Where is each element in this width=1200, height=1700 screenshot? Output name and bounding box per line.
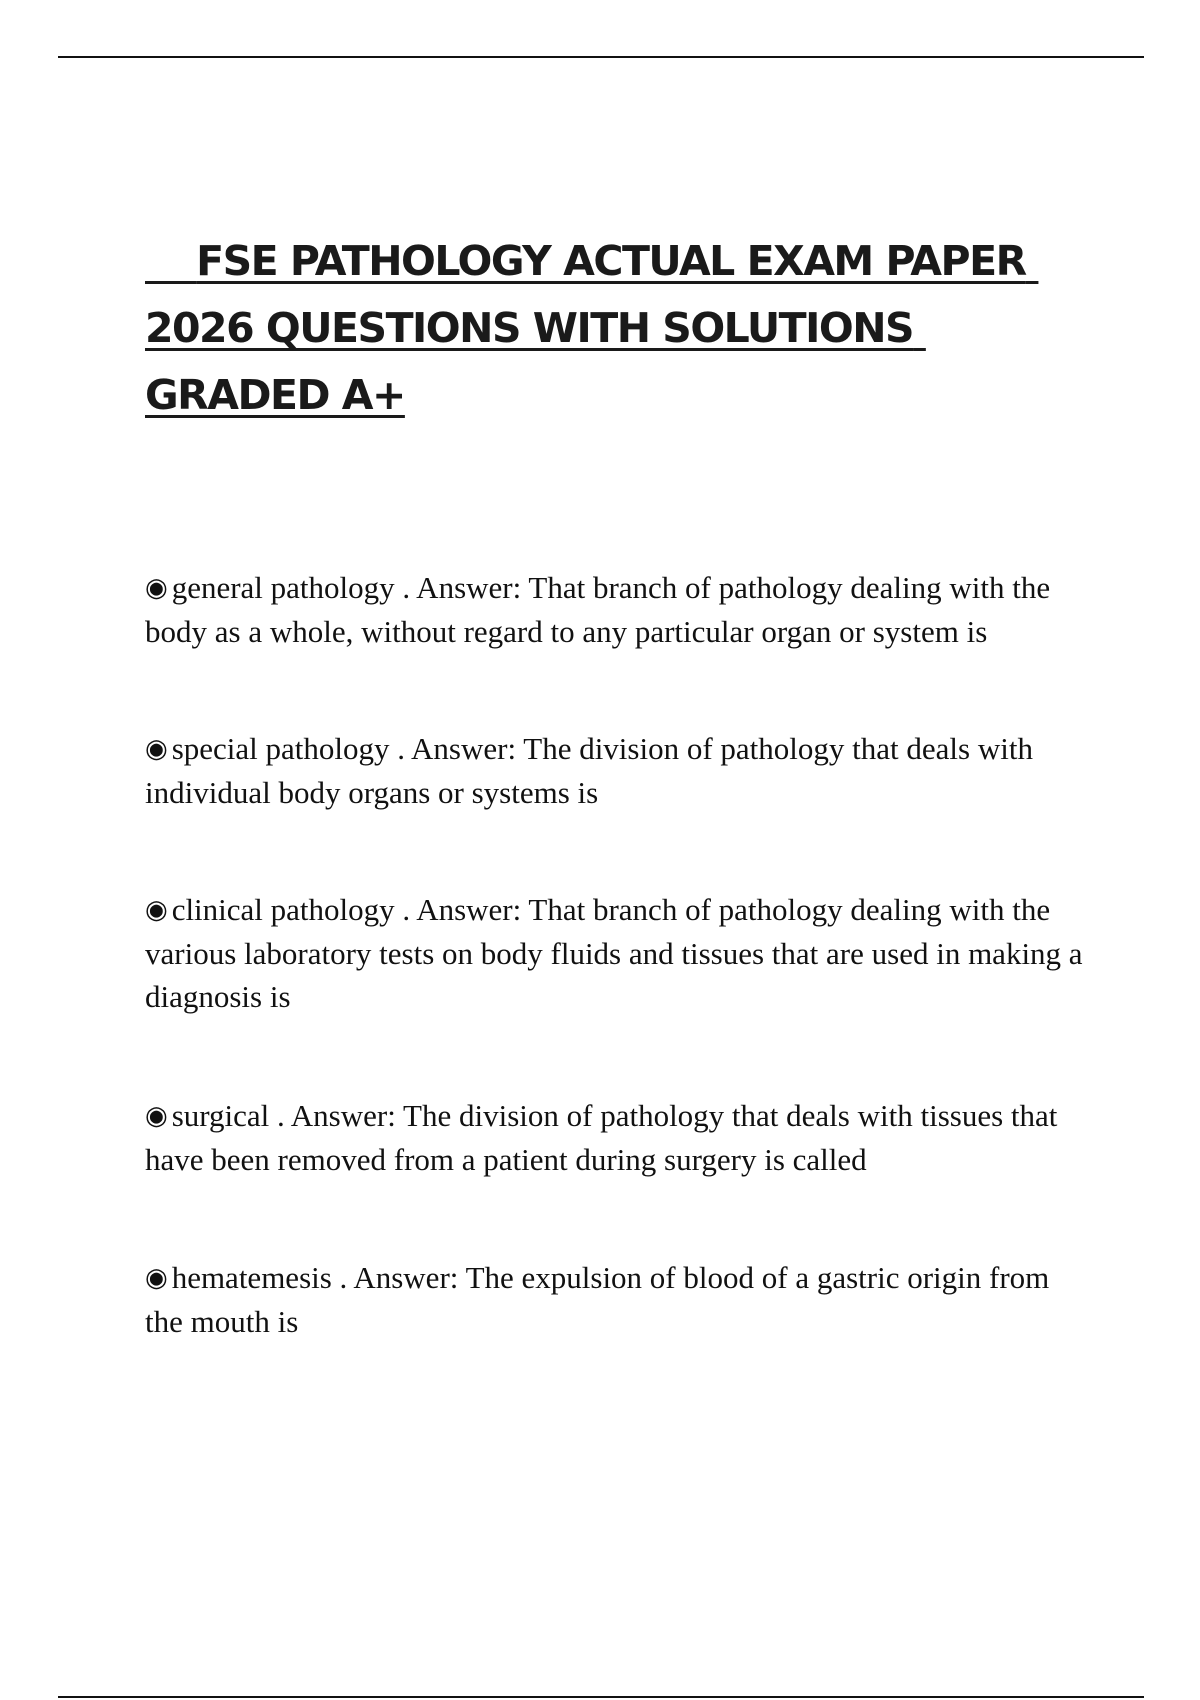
qa-text: special pathology . Answer: The division of pathology that deals with individual body organs or systems is xyxy=(145,731,1033,810)
qa-item xyxy=(145,566,1085,653)
top-rule xyxy=(58,56,1144,58)
qa-text: surgical . Answer: The division of pathology that deals with tissues that have been removed from a patient during surgery is called xyxy=(145,1098,1058,1177)
radio-bullet-icon: ◉ xyxy=(145,573,168,603)
radio-bullet-icon: ◉ xyxy=(145,1263,168,1293)
qa-item xyxy=(145,888,1085,1018)
qa-item xyxy=(145,1094,1085,1181)
bottom-rule xyxy=(58,1696,1144,1698)
qa-text: hematemesis . Answer: The expulsion of blood of a gastric origin from the mouth is xyxy=(145,1260,1050,1339)
radio-bullet-icon: ◉ xyxy=(145,1101,168,1131)
qa-item xyxy=(145,1256,1085,1343)
radio-bullet-icon: ◉ xyxy=(145,734,168,764)
qa-item xyxy=(145,727,1085,814)
qa-text: clinical pathology . Answer: That branch of pathology dealing with the various laboratory tests on body fluids and tissues that are used in making a diagnosis is xyxy=(145,892,1083,1014)
radio-bullet-icon: ◉ xyxy=(145,895,168,925)
qa-text: general pathology . Answer: That branch of pathology dealing with the body as a whole, without regard to any particular organ or system is xyxy=(145,570,1051,649)
document-title: FSE PATHOLOGY ACTUAL EXAM PAPER 2026 QUESTIONS WITH SOLUTIONS GRADED A+ xyxy=(145,237,1039,419)
